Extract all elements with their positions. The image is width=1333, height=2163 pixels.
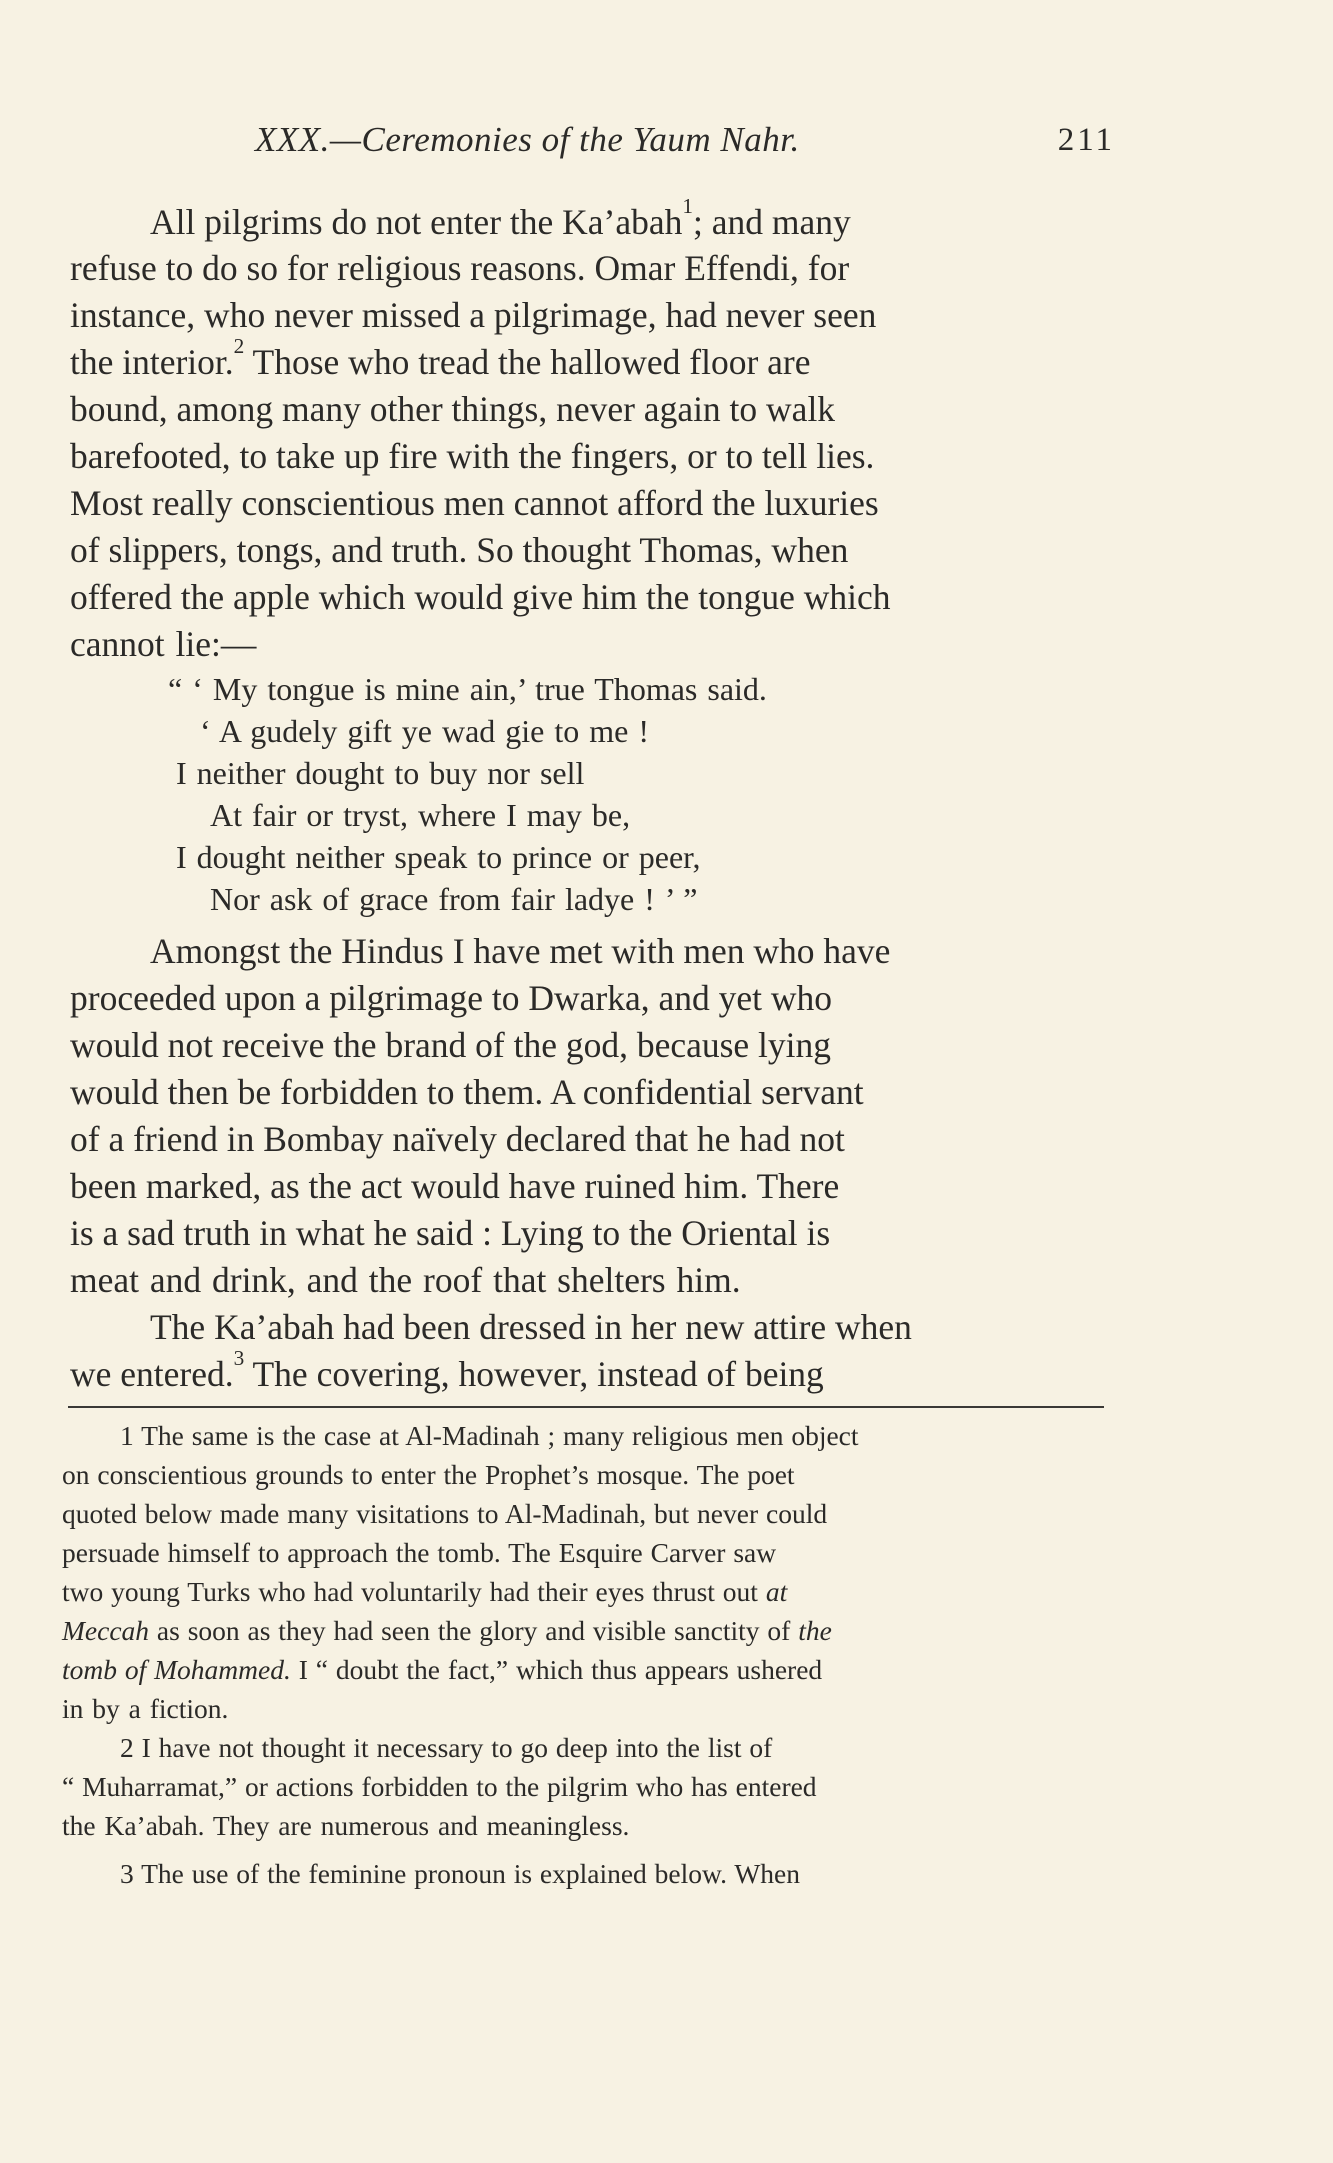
footnote-1-line	[62, 1574, 1098, 1610]
paragraph-2-line	[70, 1117, 1110, 1161]
verse-line: ‘ A gudely gift ye wad gie to me !	[200, 713, 650, 749]
text-segment: would not receive the brand of the god, because lying	[70, 1025, 832, 1065]
footnote-1-line	[62, 1652, 1098, 1688]
text-segment: The Ka’abah had been dressed in her new attire when	[150, 1307, 912, 1347]
text-segment: is a sad truth in what he said : Lying to the Oriental is	[70, 1213, 831, 1253]
text-segment: offered the apple which would give him the tongue which	[70, 577, 891, 617]
text-segment: 3 The use of the feminine pronoun is explained below. When	[120, 1858, 801, 1889]
verse-line: “ ‘ My tongue is mine ain,’ true Thomas said.	[168, 671, 767, 707]
verse-line: At fair or tryst, where I may be,	[210, 797, 631, 833]
footnote-3-line	[120, 1856, 1098, 1892]
footnote-1-line	[120, 1418, 1098, 1454]
page-number: 211	[1057, 122, 1115, 158]
footnote-1-line	[62, 1457, 1098, 1493]
text-segment: Most really conscientious men cannot afford the luxuries	[70, 483, 879, 523]
text-segment: two young Turks who had voluntarily had their eyes thrust out at	[62, 1576, 788, 1607]
verse-line: Nor ask of grace from fair ladye ! ’ ”	[210, 881, 698, 917]
footnote-2-line	[120, 1730, 1098, 1766]
paragraph-1-line	[150, 194, 1110, 244]
text-segment: proceeded upon a pilgrimage to Dwarka, and yet who	[70, 978, 833, 1018]
paragraph-2-line	[70, 1164, 1110, 1208]
paragraph-1-line	[70, 293, 1110, 337]
text-segment: Amongst the Hindus I have met with men who have	[150, 931, 891, 971]
paragraph-2-line	[70, 1070, 1110, 1114]
footnote-1-line	[62, 1496, 1098, 1532]
text-segment: cannot lie:—	[70, 624, 257, 664]
text-segment: Meccah as soon as they had seen the glory and visible sanctity of the	[62, 1615, 832, 1646]
text-segment: would then be forbidden to them. A confidential servant	[70, 1072, 864, 1112]
verse-line: I neither dought to buy nor sell	[176, 755, 585, 791]
paragraph-1-line	[70, 575, 1110, 619]
footnote-divider	[68, 1406, 1104, 1408]
text-segment: barefooted, to take up fire with the fingers, or to tell lies.	[70, 436, 875, 476]
paragraph-2-line	[70, 1211, 1110, 1255]
paragraph-2-line	[70, 976, 1110, 1020]
text-segment: of a friend in Bombay naïvely declared that he had not	[70, 1119, 845, 1159]
text-segment: instance, who never missed a pilgrimage, had never seen	[70, 295, 877, 335]
text-segment: we entered.$^3$ The covering, however, instead of being	[70, 1346, 824, 1394]
text-segment: quoted below made many visitations to Al-Madinah, but never could	[62, 1498, 828, 1529]
paragraph-1-line	[70, 334, 1110, 384]
footnote-1-line	[62, 1535, 1098, 1571]
paragraph-1-line	[70, 387, 1110, 431]
running-head	[255, 120, 1115, 166]
paragraph-3-line	[150, 1305, 1110, 1349]
text-segment: of slippers, tongs, and truth. So thought Thomas, when	[70, 530, 849, 570]
paragraph-2-line	[150, 929, 1110, 973]
paragraph-3-line	[70, 1346, 1110, 1396]
paragraph-2-line	[70, 1258, 1110, 1302]
text-segment: on conscientious grounds to enter the Prophet’s mosque. The poet	[62, 1459, 795, 1490]
paragraph-2-line	[70, 1023, 1110, 1067]
text-segment: meat and drink, and the roof that shelters him.	[70, 1260, 741, 1300]
running-head-title: XXX.—Ceremonies of the Yaum Nahr.	[255, 120, 800, 159]
text-segment: bound, among many other things, never again to walk	[70, 389, 836, 429]
footnote-1-line	[62, 1613, 1098, 1649]
footnote-ref: 2	[233, 334, 245, 358]
text-segment: the Ka’abah. They are numerous and meaningless.	[62, 1810, 630, 1841]
text-segment: 1 The same is the case at Al-Madinah ; many religious men object	[120, 1420, 859, 1451]
footnote-ref: 3	[233, 1346, 245, 1370]
text-segment: in by a fiction.	[62, 1693, 229, 1724]
footnote-2-line	[62, 1808, 1098, 1844]
footnote-1-line	[62, 1691, 1098, 1727]
paragraph-1-line	[70, 528, 1110, 572]
paragraph-1-line	[70, 246, 1110, 290]
text-segment: tomb of Mohammed. I “ doubt the fact,” which thus appears ushered	[62, 1654, 823, 1685]
footnote-ref: 1	[682, 194, 694, 218]
text-segment: the interior.$^2$ Those who tread the hallowed floor are	[70, 334, 811, 382]
paragraph-1-line	[70, 434, 1110, 478]
paragraph-1-line	[70, 481, 1110, 525]
footnote-2-line	[62, 1769, 1098, 1805]
text-segment: “ Muharramat,” or actions forbidden to the pilgrim who has entered	[62, 1771, 817, 1802]
text-segment: All pilgrims do not enter the Ka’abah$^1$; and many	[150, 194, 851, 242]
verse-line: I dought neither speak to prince or peer,	[176, 839, 701, 875]
text-segment: persuade himself to approach the tomb. The Esquire Carver saw	[62, 1537, 777, 1568]
paragraph-1-line	[70, 622, 1110, 666]
text-segment: 2 I have not thought it necessary to go deep into the list of	[120, 1732, 773, 1763]
text-segment: been marked, as the act would have ruined him. There	[70, 1166, 840, 1206]
text-segment: refuse to do so for religious reasons. Omar Effendi, for	[70, 248, 850, 288]
